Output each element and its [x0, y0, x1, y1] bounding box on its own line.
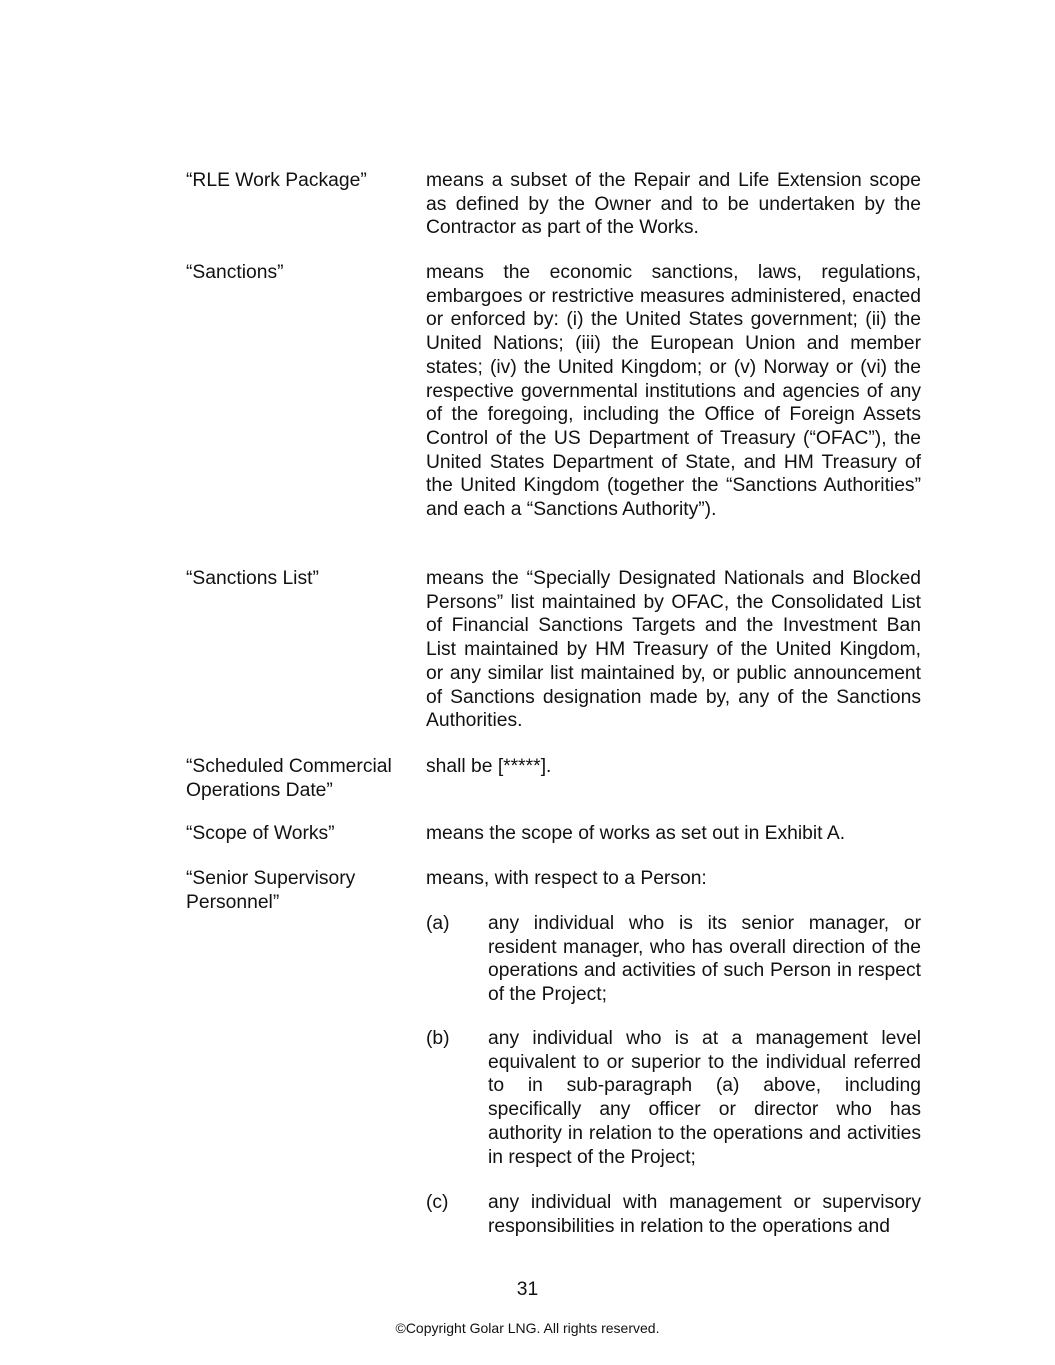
- definition-term: “Scheduled Commercial Operations Date”: [186, 756, 392, 801]
- definition-term: “Scope of Works”: [186, 823, 335, 844]
- definition-term: “Senior Supervisory Personnel”: [186, 868, 356, 913]
- definition-text: shall be [*****].: [426, 756, 552, 777]
- sub-paragraph-label: (b): [426, 1028, 450, 1049]
- sub-paragraph-text: any individual who is its senior manager, or resident manager, who has overall direction of the operations and activities of such Person in respect of the Project;: [488, 913, 921, 1006]
- sub-paragraph-label: (c): [426, 1192, 449, 1213]
- definition-term: “Sanctions List”: [186, 568, 319, 589]
- definition-text: means the “Specially Designated Nationals and Blocked Persons” list maintained by OFAC, the Consolidated List of Financial Sanctions Targets and the Investment Ban List maintained by HM Treasury of the United Kingdom, or any similar list maintained by, or public announcement of Sanctions designation made by, any of the Sanctions Authorities.: [426, 568, 921, 732]
- definition-text: means the economic sanctions, laws, regulations, embargoes or restrictive measures administered, enacted or enforced by: (i) the United States government; (ii) the United Nations; (iii) the European Union and member states; (iv) the United Kingdom; or (v) Norway or (vi) the respective governmental institutions and agencies of any of the foregoing, including the Office of Foreign Assets Control of the US Department of Treasury (“OFAC”), the United States Department of State, and HM Treasury of the United Kingdom (together the “Sanctions Authorities” and each a “Sanctions Authority”).: [426, 262, 921, 521]
- definition-term: “Sanctions”: [186, 262, 284, 283]
- sub-paragraph-text: any individual who is at a management level equivalent to or superior to the individual referred to in sub-paragraph (a) above, including specifically any officer or director who has authority in relation to the operations and activities in respect of the Project;: [488, 1028, 921, 1168]
- definition-term: “RLE Work Package”: [186, 170, 367, 191]
- sub-paragraph-label: (a): [426, 913, 450, 934]
- definition-text: means a subset of the Repair and Life Extension scope as defined by the Owner and to be undertaken by the Contractor as part of the Works.: [426, 170, 921, 239]
- page-number: 31: [516, 1279, 539, 1300]
- definition-text: means, with respect to a Person:: [426, 868, 707, 889]
- definition-text: means the scope of works as set out in Exhibit A.: [426, 823, 846, 844]
- sub-paragraph-text: any individual with management or supervisory responsibilities in relation to the operations and: [488, 1192, 921, 1237]
- copyright-footer: ©Copyright Golar LNG. All rights reserved.: [395, 1320, 660, 1336]
